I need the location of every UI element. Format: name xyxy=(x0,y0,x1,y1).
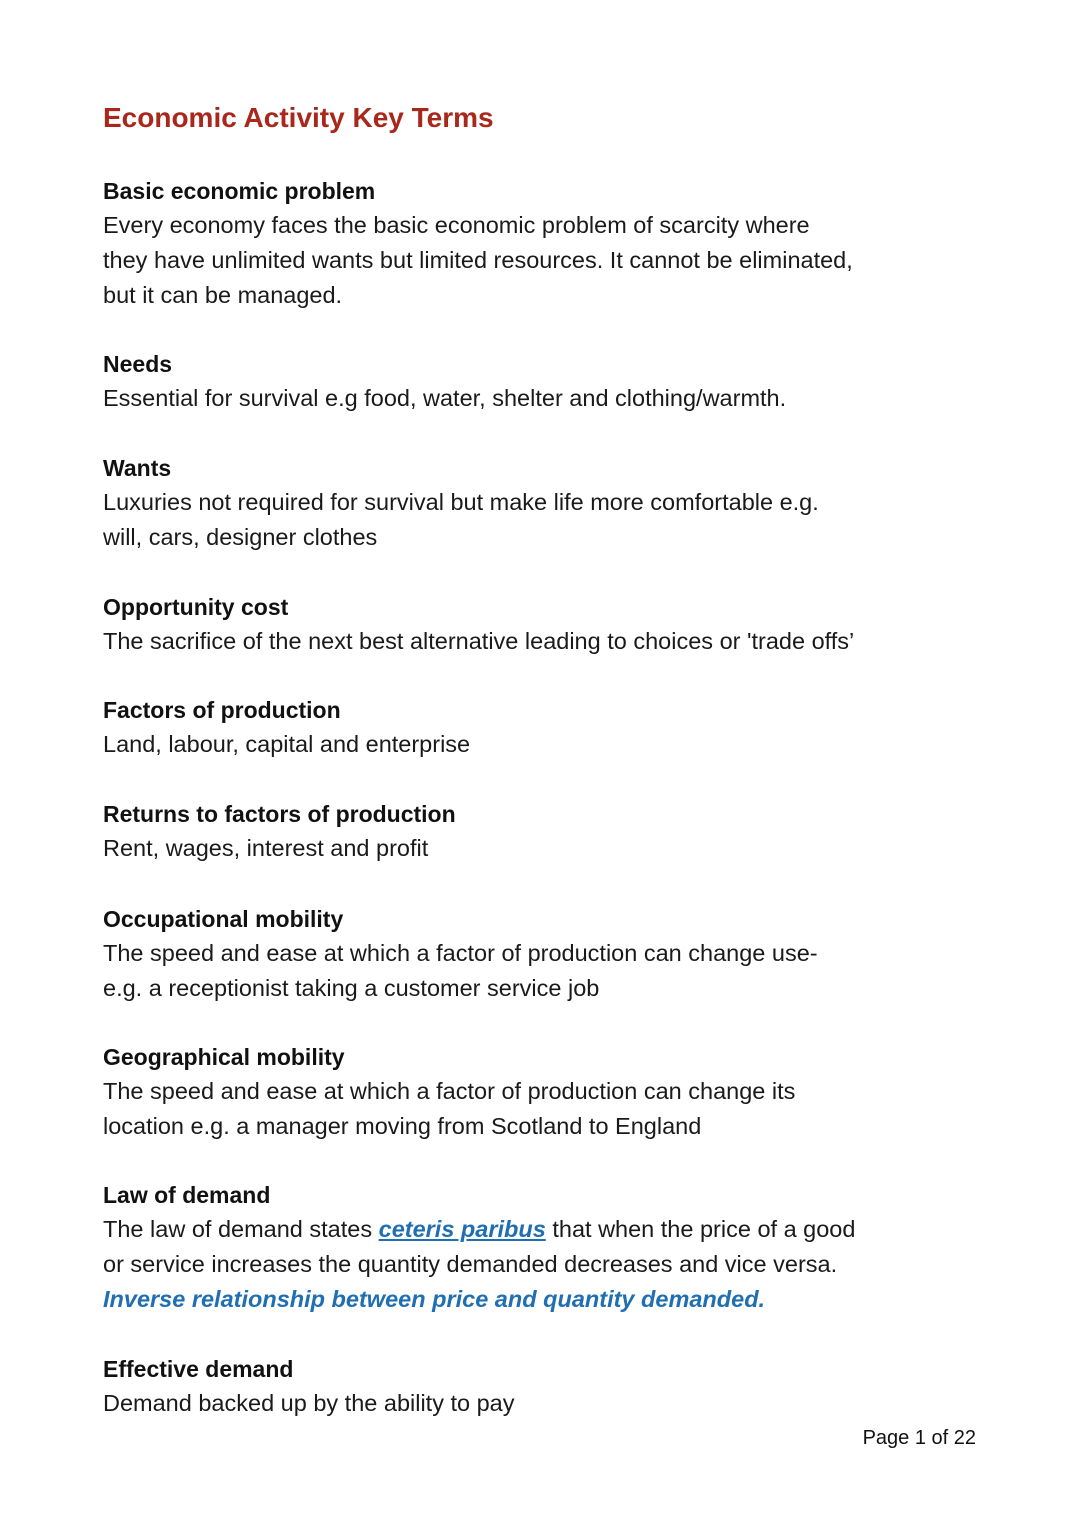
term-heading: Effective demand xyxy=(103,1356,294,1382)
definition-line: Every economy faces the basic economic problem of scarcity where xyxy=(103,212,810,238)
term-definition xyxy=(103,727,963,762)
definition-line: they have unlimited wants but limited resources. It cannot be eliminated, xyxy=(103,246,853,273)
term-definition xyxy=(103,485,963,555)
definition-line: that when the price of a good xyxy=(545,1216,856,1242)
term-heading: Opportunity cost xyxy=(103,594,289,620)
definition-line: The law of demand states xyxy=(103,1216,379,1242)
term-basic-economic-problem xyxy=(103,174,963,312)
term-definition xyxy=(103,1212,963,1316)
definition-line: Demand backed up by the ability to pay xyxy=(103,1390,515,1416)
term-returns-to-factors xyxy=(103,797,963,866)
term-definition xyxy=(103,1386,963,1421)
definition-line: Land, labour, capital and enterprise xyxy=(103,731,471,757)
term-heading: Basic economic problem xyxy=(103,178,376,204)
term-law-of-demand xyxy=(103,1178,963,1316)
term-definition xyxy=(103,831,963,866)
term-wants xyxy=(103,451,963,555)
term-definition xyxy=(103,624,963,659)
term-occupational-mobility xyxy=(103,902,963,1006)
term-definition xyxy=(103,381,963,416)
definition-line: The sacrifice of the next best alternative leading to choices or 'trade offs’ xyxy=(103,628,855,654)
definition-line: Luxuries not required for survival but make life more comfortable e.g. xyxy=(103,489,819,515)
page-title: Economic Activity Key Terms xyxy=(103,102,494,133)
term-definition xyxy=(103,1074,963,1144)
definition-line: The speed and ease at which a factor of production can change its xyxy=(103,1078,796,1104)
definition-line: Rent, wages, interest and profit xyxy=(103,835,429,861)
page-number: Page 1 of 22 xyxy=(862,1427,976,1449)
definition-line: will, cars, designer clothes xyxy=(103,523,378,550)
definition-line: Essential for survival e.g food, water, shelter and clothing/warmth. xyxy=(103,385,787,411)
term-factors-of-production xyxy=(103,693,963,762)
definition-line: e.g. a receptionist taking a customer service job xyxy=(103,974,600,1001)
definition-line: or service increases the quantity demanded decreases and vice versa. xyxy=(103,1250,838,1277)
definition-line: but it can be managed. xyxy=(103,281,343,308)
term-heading: Geographical mobility xyxy=(103,1044,345,1070)
term-heading: Factors of production xyxy=(103,697,341,723)
definition-line: The speed and ease at which a factor of production can change use- xyxy=(103,940,818,966)
term-opportunity-cost xyxy=(103,590,963,659)
term-definition xyxy=(103,208,963,312)
term-needs xyxy=(103,347,963,416)
definition-line: location e.g. a manager moving from Scotland to England xyxy=(103,1112,702,1139)
ceteris-paribus-link[interactable]: ceteris paribus xyxy=(378,1216,546,1242)
emphasis-statement: Inverse relationship between price and quantity demanded. xyxy=(103,1285,766,1312)
term-heading: Occupational mobility xyxy=(103,906,344,932)
term-heading: Wants xyxy=(103,455,172,481)
term-geographical-mobility xyxy=(103,1040,963,1144)
term-effective-demand xyxy=(103,1352,963,1421)
term-heading: Returns to factors of production xyxy=(103,801,456,827)
term-definition xyxy=(103,936,963,1006)
term-heading: Needs xyxy=(103,351,173,377)
term-heading: Law of demand xyxy=(103,1182,271,1208)
